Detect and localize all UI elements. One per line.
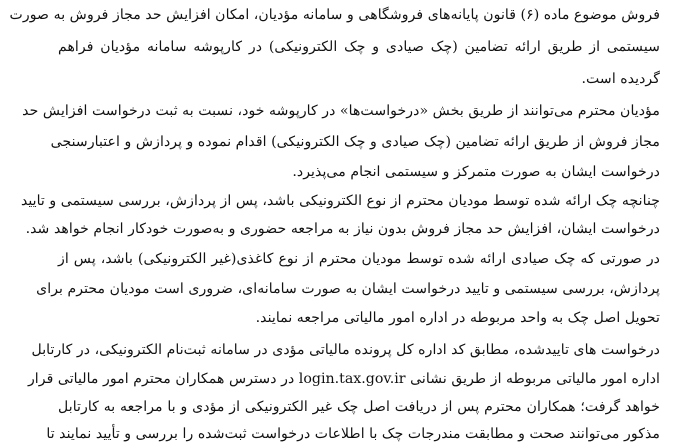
paragraph-line: سیستمی از طریق ارائه تضامین (چک صیادی و چک الکترونیکی) در کارپوشه سامانه مؤدیان فراهم [58, 39, 660, 55]
paragraph-line: درخواست های تاییدشده، مطابق کد اداره کل پرونده مالیاتی مؤدی در سامانه ثبت‌نام الکترونیکی، در کارتابل [31, 342, 660, 358]
paragraph-line: مجاز فروش از طریق ارائه تضامین (چک صیادی و چک الکترونیکی) اقدام نموده و پردازش و اعتبارسنجی [50, 134, 660, 150]
paragraph-line: درخواست ایشان، افزایش حد مجاز فروش بدون نیاز به مراجعه حضوری و به‌صورت خودکار انجام خواهد شد. [25, 221, 660, 237]
paragraph-line: تحویل اصل چک به واحد مربوطه در اداره امور مالیاتی مراجعه نمایند. [255, 310, 660, 326]
paragraph-line: در صورتی که چک صیادی ارائه شده توسط مودیان محترم از نوع کاغذی(غیر الکترونیکی) باشد، پس از [58, 251, 660, 267]
paragraph-line: اداره امور مالیاتی مربوطه از طریق نشانی login.tax.gov.ir در دسترس همکاران محترم امور مالیاتی قرار [27, 371, 660, 387]
paragraph-line: مذکور می‌توانند صحت و مطابقت مندرجات چک با اطلاعات درخواست ثبت‌شده را بررسی و تأیید نمایند تا [46, 426, 660, 442]
paragraph-line: چنانچه چک ارائه شده توسط مودیان محترم از نوع الکترونیکی باشد، پس از پردازش، بررسی سیستمی و تایید [20, 193, 660, 209]
paragraph-line: فروش موضوع ماده (۶) قانون پایانه‌های فروشگاهی و سامانه مؤدیان، امکان افزایش حد مجاز فروش به صورت [9, 7, 660, 23]
paragraph-line: مؤدیان محترم می‌توانند از طریق بخش «درخواست‌ها» در کارپوشه خود، نسبت به ثبت درخواست افزایش حد [22, 103, 660, 119]
paragraph-line: درخواست ایشان به صورت متمرکز و سیستمی انجام می‌پذیرد. [292, 164, 660, 180]
paragraph-line: خواهد گرفت؛ همکاران محترم پس از دریافت اصل چک غیر الکترونیکی از مؤدی و با مراجعه به کارتابل [58, 399, 660, 415]
paragraph-line: پردازش، بررسی سیستمی و تایید درخواست ایشان به صورت سامانه‌ای، ضروری است مودیان محترم برای [36, 281, 660, 297]
paragraph-line: گردیده است. [581, 71, 660, 87]
